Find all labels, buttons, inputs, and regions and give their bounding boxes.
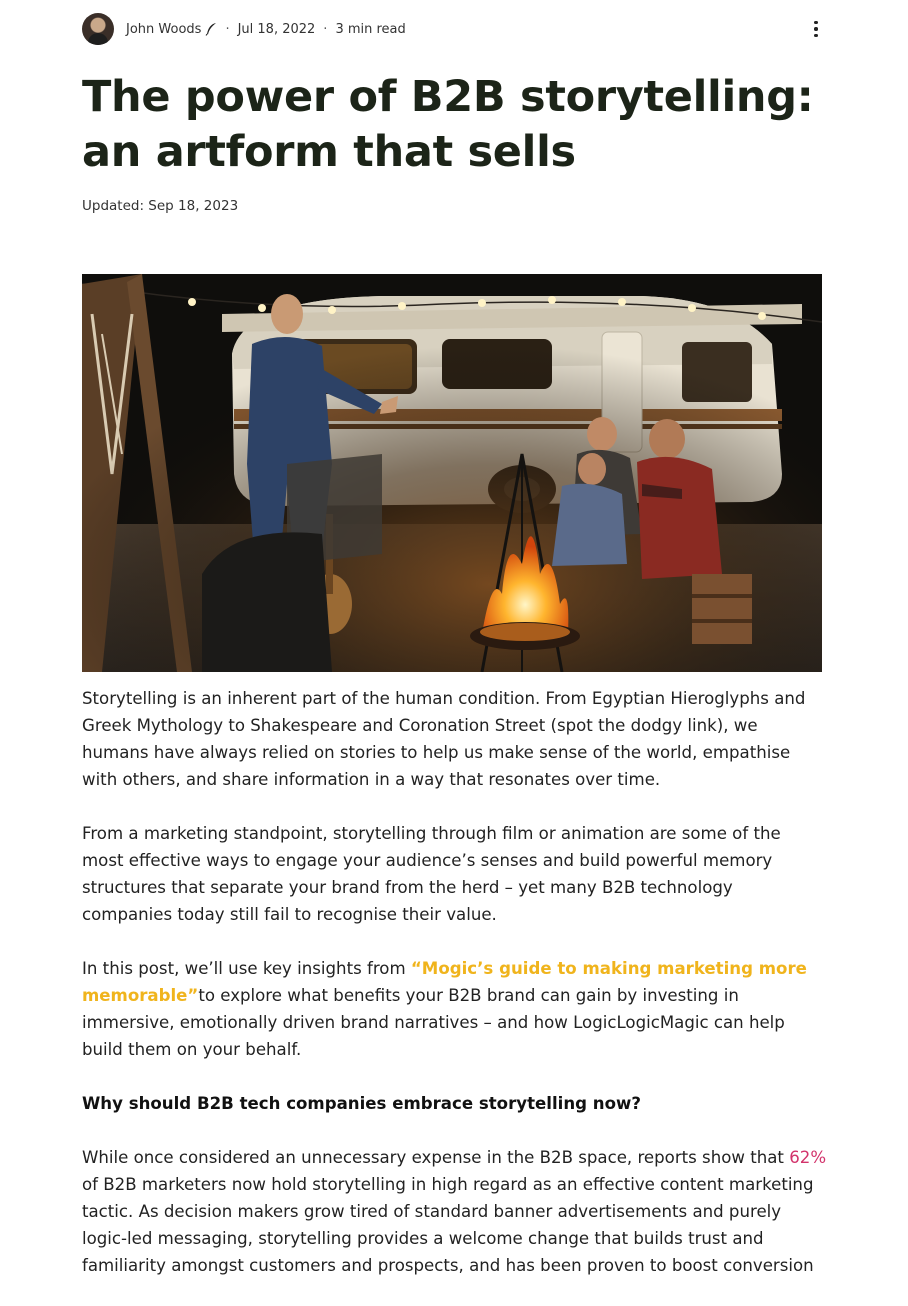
read-time: 3 min read [335,21,406,37]
paragraph-marketing: From a marketing standpoint, storytelling through film or animation are some of the most effective ways to engage your audience’s senses and build powerful memory structures that separate your brand from the herd – yet many B2B technology companies today still fail to recognise their value. [82,824,781,924]
section-heading: Why should B2B tech companies embrace storytelling now? [82,1094,641,1113]
paragraph-why [82,1144,827,1279]
meta-separator: · [323,21,328,37]
post-title: The power of B2B storytelling: an artform that sells [82,72,814,177]
post-date: Jul 18, 2022 [237,21,316,37]
paragraph-intro: Storytelling is an inherent part of the human condition. From Egyptian Hieroglyphs and Greek Mythology to Shakespeare and Coronation Street (spot the dodgy link), we humans have always relied on stories to help us make sense of the world, empathise with others, and share information in a way that resonates over time. [82,689,806,789]
more-vertical-icon[interactable] [806,19,826,39]
paragraph-text: to explore what benefits your B2B brand can gain by investing in immersive, emotionally driven brand narratives – and how LogicLogicMagic can help build them on your behalf. [82,986,785,1059]
paragraph-text: of B2B marketers now hold storytelling in high regard as an effective content marketing tactic. As decision makers grow tired of standard banner advertisements and purely logic-led messaging, storytelling provides a welcome change that builds trust and familiarity amongst customers and prospects, and has been proven to boost conversion [82,1175,814,1275]
post-meta-bar [82,12,826,46]
stat-62-link[interactable]: 62% [789,1148,827,1167]
article-body [82,685,827,1306]
author-name[interactable]: John Woods [126,21,202,37]
updated-date: Updated: Sep 18, 2023 [82,198,239,214]
author-avatar[interactable] [82,13,114,45]
meta-separator: · [225,21,230,37]
paragraph-text: In this post, we’ll use key insights from [82,959,411,978]
hero-image [82,274,822,672]
mogic-guide-link[interactable]: “Mogic’s guide to making marketing more memorable” [82,959,807,1005]
paragraph-text: While once considered an unnecessary expense in the B2B space, reports show that [82,1148,790,1167]
campfire-photo-icon [82,274,822,672]
paragraph-insights [82,955,827,1063]
quill-icon [205,22,217,36]
